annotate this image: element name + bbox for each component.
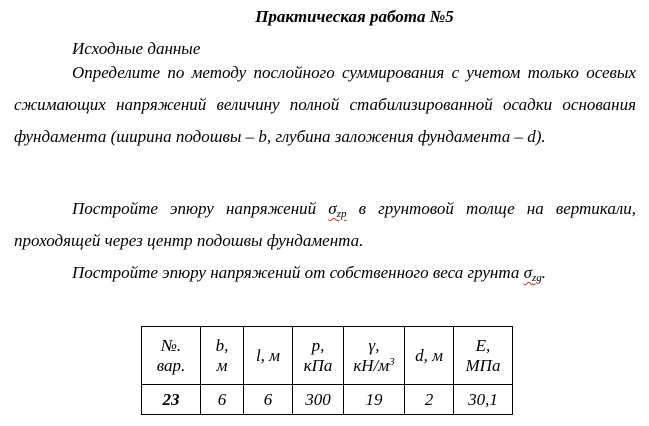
header-E-line2: МПа <box>465 355 501 375</box>
header-E-line1: E, <box>475 335 491 355</box>
document-title: Практическая работа №5 <box>255 7 454 26</box>
cell-gamma: 19 <box>344 385 405 415</box>
sigma-zg-symbol <box>524 263 542 282</box>
header-b-line1: b, <box>215 335 229 355</box>
header-E <box>454 327 513 385</box>
paragraph-text-after: в грунтовой толще на вертикали, проходящей через центр подошвы фундамента. <box>14 199 636 250</box>
header-gamma <box>344 327 405 385</box>
header-d: d, м <box>405 327 454 385</box>
cell-b: 6 <box>201 385 244 415</box>
input-data-table <box>141 326 513 415</box>
paragraph-text-after: . <box>541 263 547 282</box>
cell-d: 2 <box>405 385 454 415</box>
sigma-letter: σ <box>523 263 532 282</box>
sigma-subscript: zg <box>531 272 542 284</box>
paragraph-text-before: Постройте эпюру напряжений от собственного веса грунта <box>72 263 524 282</box>
header-gamma-line1: γ, <box>368 335 380 355</box>
cell-variant: 23 <box>142 385 201 415</box>
table-row <box>142 385 513 415</box>
header-p-line1: p, <box>311 335 325 355</box>
cell-p: 300 <box>293 385 344 415</box>
header-variant-line2: вар. <box>156 355 186 375</box>
cell-l: 6 <box>244 385 293 415</box>
header-gamma-line2: кН/м <box>353 355 390 375</box>
sigma-letter: σ <box>328 199 337 218</box>
header-p-line2: кПа <box>303 355 333 375</box>
header-p <box>293 327 344 385</box>
task-paragraph-sigma-zp <box>14 193 636 257</box>
header-gamma-superscript: 3 <box>389 355 395 368</box>
cell-E: 30,1 <box>454 385 513 415</box>
header-variant <box>142 327 201 385</box>
paragraph-text-before: Постройте эпюру напряжений <box>72 199 329 218</box>
header-variant-line1: №. <box>160 335 182 355</box>
section-subheading: Исходные данные <box>72 39 201 58</box>
task-paragraph-settlement: Определите по методу послойного суммирования с учетом только осевых сжимающих напряжений величину полной стабилизированной осадки основания фундамента (ширина подошвы – b, глубина заложения фундамента – d). <box>14 63 636 146</box>
sigma-subscript: zp <box>336 208 347 220</box>
table-header-row <box>142 327 513 385</box>
sigma-zp-symbol <box>328 199 346 218</box>
task-paragraph-sigma-zg <box>14 257 636 289</box>
header-l: l, м <box>244 327 293 385</box>
header-b-line2: м <box>216 355 228 375</box>
header-b <box>201 327 244 385</box>
